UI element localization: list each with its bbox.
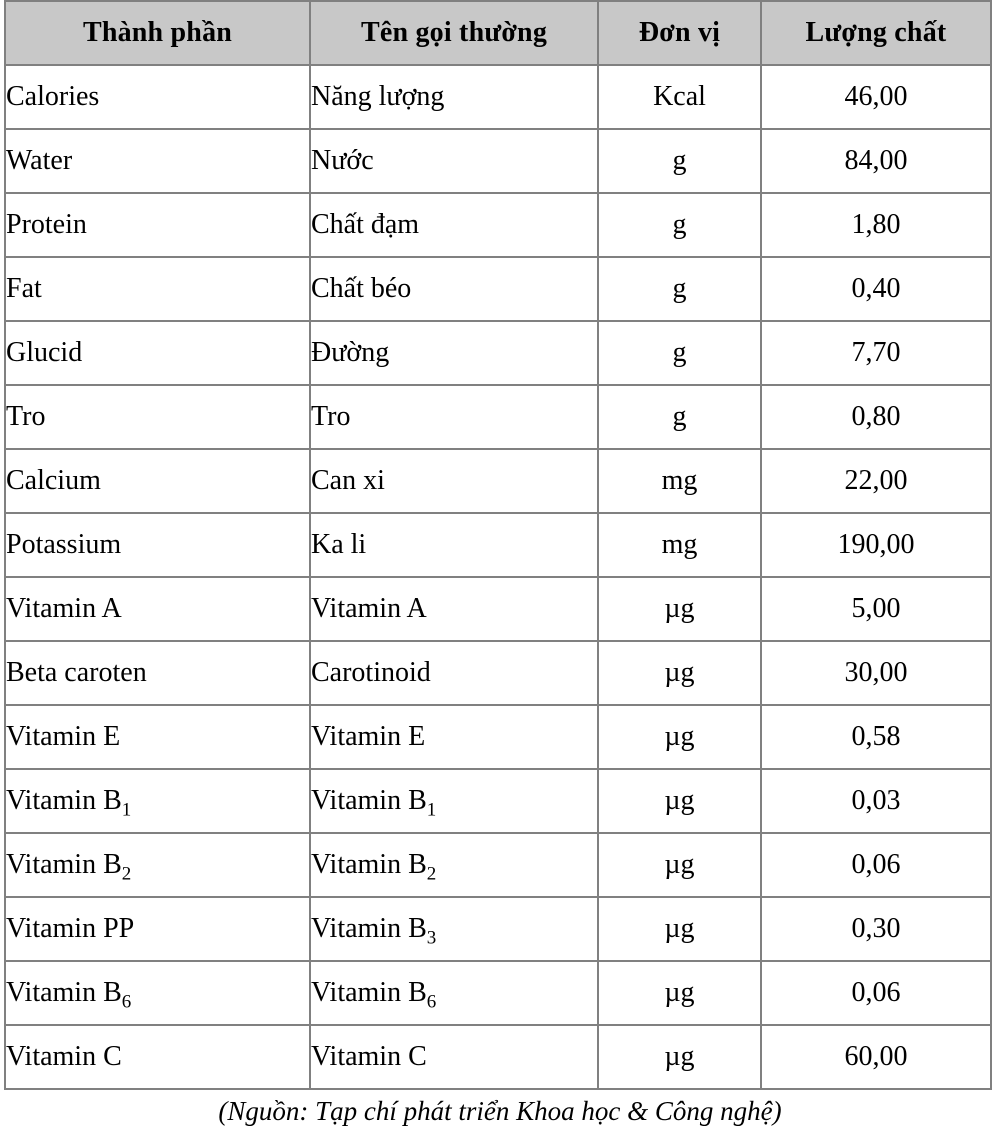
column-header-unit: Đơn vị [598, 1, 761, 65]
cell-amount: 190,00 [761, 513, 991, 577]
cell-common-name: Vitamin C [310, 1025, 598, 1089]
cell-component: Water [5, 129, 310, 193]
cell-common-name: Đường [310, 321, 598, 385]
subscript-text: 1 [121, 799, 132, 821]
cell-amount: 60,00 [761, 1025, 991, 1089]
cell-common-name: Vitamin $B_1$ [310, 769, 598, 833]
table-row [5, 833, 991, 897]
table-row [5, 193, 991, 257]
cell-amount: 1,80 [761, 193, 991, 257]
table-row [5, 257, 991, 321]
table-row [5, 705, 991, 769]
cell-unit: µg [598, 641, 761, 705]
cell-unit: g [598, 385, 761, 449]
cell-component: Protein [5, 193, 310, 257]
cell-common-name: Can xi [310, 449, 598, 513]
subscript-text: 6 [121, 991, 132, 1013]
table-row [5, 769, 991, 833]
cell-common-name: Chất đạm [310, 193, 598, 257]
cell-common-name: Vitamin $B_2$ [310, 833, 598, 897]
table-row [5, 65, 991, 129]
cell-unit: mg [598, 449, 761, 513]
cell-amount: 0,06 [761, 833, 991, 897]
cell-common-name: Vitamin A [310, 577, 598, 641]
table-row [5, 513, 991, 577]
cell-component: Vitamin E [5, 705, 310, 769]
cell-component: Fat [5, 257, 310, 321]
cell-unit: µg [598, 577, 761, 641]
table-header-row [5, 1, 991, 65]
table-header [5, 1, 991, 65]
table-row [5, 577, 991, 641]
subscript-text: 1 [426, 799, 437, 821]
table-row [5, 129, 991, 193]
table-row [5, 321, 991, 385]
subscript-text: 6 [426, 991, 437, 1013]
cell-amount: 30,00 [761, 641, 991, 705]
cell-amount: 84,00 [761, 129, 991, 193]
cell-amount: 0,30 [761, 897, 991, 961]
cell-amount: 5,00 [761, 577, 991, 641]
column-header-common-name: Tên gọi thường [310, 1, 598, 65]
table-row [5, 449, 991, 513]
cell-amount: 0,03 [761, 769, 991, 833]
subscript-text: 2 [426, 863, 437, 885]
cell-component: Calories [5, 65, 310, 129]
cell-amount: 0,40 [761, 257, 991, 321]
cell-common-name: Tro [310, 385, 598, 449]
cell-unit: µg [598, 961, 761, 1025]
cell-component: Beta caroten [5, 641, 310, 705]
cell-unit: g [598, 321, 761, 385]
cell-common-name: Carotinoid [310, 641, 598, 705]
cell-common-name: Nước [310, 129, 598, 193]
cell-unit: g [598, 193, 761, 257]
cell-unit: Kcal [598, 65, 761, 129]
cell-unit: µg [598, 897, 761, 961]
subscript-text: 3 [426, 927, 437, 949]
cell-common-name: Vitamin E [310, 705, 598, 769]
cell-component: Vitamin A [5, 577, 310, 641]
table-row [5, 897, 991, 961]
cell-component: Vitamin $B_2$ [5, 833, 310, 897]
cell-unit: µg [598, 1025, 761, 1089]
cell-unit: µg [598, 769, 761, 833]
cell-unit: µg [598, 705, 761, 769]
column-header-amount: Lượng chất [761, 1, 991, 65]
cell-unit: µg [598, 833, 761, 897]
nutrition-table [4, 0, 992, 1090]
cell-component: Potassium [5, 513, 310, 577]
cell-common-name: Ka li [310, 513, 598, 577]
table-row [5, 961, 991, 1025]
cell-common-name: Vitamin $B_6$ [310, 961, 598, 1025]
table-body [5, 65, 991, 1089]
cell-amount: 46,00 [761, 65, 991, 129]
cell-component: Glucid [5, 321, 310, 385]
table-row [5, 641, 991, 705]
cell-amount: 7,70 [761, 321, 991, 385]
cell-component: Vitamin $B_6$ [5, 961, 310, 1025]
cell-component: Vitamin $B_1$ [5, 769, 310, 833]
cell-amount: 0,80 [761, 385, 991, 449]
table-source-caption: (Nguồn: Tạp chí phát triển Khoa học & Công nghệ) [218, 1096, 782, 1126]
cell-component: Calcium [5, 449, 310, 513]
cell-unit: g [598, 129, 761, 193]
cell-component: Vitamin C [5, 1025, 310, 1089]
cell-common-name: Năng lượng [310, 65, 598, 129]
cell-amount: 22,00 [761, 449, 991, 513]
cell-component: Tro [5, 385, 310, 449]
cell-common-name: Chất béo [310, 257, 598, 321]
cell-common-name: Vitamin $B_3$ [310, 897, 598, 961]
table-row [5, 385, 991, 449]
table-row [5, 1025, 991, 1089]
cell-amount: 0,06 [761, 961, 991, 1025]
column-header-component: Thành phần [5, 1, 310, 65]
subscript-text: 2 [121, 863, 132, 885]
cell-unit: g [598, 257, 761, 321]
cell-amount: 0,58 [761, 705, 991, 769]
cell-unit: mg [598, 513, 761, 577]
cell-component: Vitamin PP [5, 897, 310, 961]
